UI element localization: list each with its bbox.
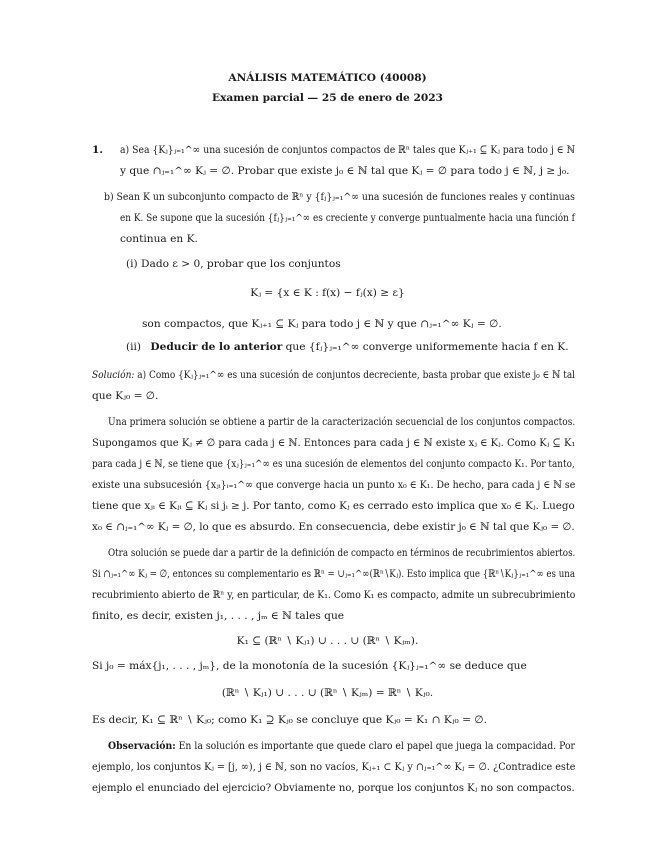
part-a-line-1: a) Sea {Kⱼ}ⱼ₌₁^∞ una sucesión de conjuntos compactos de ℝⁿ tales que Kⱼ₊₁ ⊆ Kⱼ para todo j ∈ ℕ <box>120 144 576 156</box>
formula-cover: K₁ ⊆ (ℝⁿ ∖ Kⱼ₁) ∪ . . . ∪ (ℝⁿ ∖ Kⱼₘ). <box>236 635 419 647</box>
para2-line-2: Si ∩ⱼ₌₁^∞ Kⱼ = ∅, entonces su complementario es ℝⁿ = ∪ⱼ₌₁^∞(ℝⁿ∖Kⱼ). Esto implica que {ℝⁿ∖Kⱼ}ⱼ₌₁^∞ es una <box>92 568 576 580</box>
para2-line-3: recubrimiento abierto de ℝⁿ y, en particular, de K₁. Como K₁ es compacto, admite un subrecubrimiento <box>92 589 576 601</box>
para4: Es decir, K₁ ⊆ ℝⁿ ∖ Kⱼ₀; como K₁ ⊇ Kⱼ₀ se concluye que Kⱼ₀ = K₁ ∩ Kⱼ₀ = ∅. <box>92 714 488 726</box>
part-b-ii-label: (ii) <box>126 341 142 353</box>
para1-line-2: Supongamos que Kⱼ ≠ ∅ para cada j ∈ ℕ. Entonces para cada j ∈ ℕ existe xⱼ ∈ Kⱼ. Como Kⱼ ⊆ K₁ <box>92 437 576 449</box>
observation-line-1 <box>108 740 575 753</box>
para1-line-1: Una primera solución se obtiene a partir de la caracterización secuencial de los conjuntos compactos. <box>108 416 576 428</box>
exam-subtitle: Examen parcial — 25 de enero de 2023 <box>212 92 443 104</box>
solution-label: Solución: <box>92 369 135 381</box>
observation-text: En la solución es importante que quede claro el papel que juega la compacidad. Por <box>175 740 575 752</box>
formula-union: (ℝⁿ ∖ Kⱼ₁) ∪ . . . ∪ (ℝⁿ ∖ Kⱼₘ) = ℝⁿ ∖ Kⱼ₀. <box>221 687 434 699</box>
part-b-i-end: son compactos, que Kⱼ₊₁ ⊆ Kⱼ para todo j ∈ ℕ y que ∩ⱼ₌₁^∞ Kⱼ = ∅. <box>142 318 502 330</box>
part-b-i: (i) Dado ε > 0, probar que los conjuntos <box>126 258 341 270</box>
part-b-ii-rest: que {fⱼ}ⱼ₌₁^∞ converge uniformemente hacia f en K. <box>282 341 569 353</box>
observation-label: Observación: <box>108 740 176 752</box>
part-b-line-2: en K. Se supone que la sucesión {fⱼ}ⱼ₌₁^∞ es creciente y converge puntualmente hacia una función f <box>120 212 575 224</box>
part-a-line-2: y que ∩ⱼ₌₁^∞ Kⱼ = ∅. Probar que existe j₀ ∈ ℕ tal que Kⱼ = ∅ para todo j ∈ ℕ, j ≥ j₀. <box>120 165 570 177</box>
solution-intro-text: a) Como {Kⱼ}ⱼ₌₁^∞ es una sucesión de conjuntos decreciente, basta probar que existe j₀ ∈ ℕ tal <box>134 369 576 381</box>
para2-line-4: finito, es decir, existen j₁, . . . , jₘ ∈ ℕ tales que <box>92 610 345 622</box>
solution-intro-line-1 <box>92 369 575 382</box>
para1-line-4: existe una subsucesión {xⱼᵢ}ᵢ₌₁^∞ que converge hacia un punto x₀ ∈ K₁. De hecho, para cada j ∈ ℕ se <box>92 479 576 491</box>
part-b-line-1: b) Sean K un subconjunto compacto de ℝⁿ y {fⱼ}ⱼ₌₁^∞ una sucesión de funciones reales y continuas <box>104 191 575 203</box>
part-b-ii <box>126 341 569 354</box>
solution-intro-line-2: que Kⱼ₀ = ∅. <box>92 390 159 402</box>
para1-line-5: tiene que xⱼᵢ ∈ Kⱼᵢ ⊆ Kⱼ si jᵢ ≥ j. Por tanto, como Kⱼ es cerrado esto implica que x₀ ∈ Kⱼ. Luego <box>92 500 575 512</box>
para1-line-6: x₀ ∈ ∩ⱼ₌₁^∞ Kⱼ = ∅, lo que es absurdo. En consecuencia, debe existir j₀ ∈ ℕ tal que Kⱼ₀ = ∅. <box>92 521 575 533</box>
observation-line-2: ejemplo, los conjuntos Kⱼ = [j, ∞), j ∈ ℕ, son no vacíos, Kⱼ₊₁ ⊂ Kⱼ y ∩ⱼ₌₁^∞ Kⱼ = ∅. ¿Contradice este <box>92 761 576 773</box>
observation-line-3: ejemplo el enunciado del ejercicio? Obviamente no, porque los conjuntos Kⱼ no son compactos. <box>92 782 575 794</box>
exam-title: ANÁLISIS MATEMÁTICO (40008) <box>228 72 427 84</box>
para3: Si j₀ = máx{j₁, . . . , jₘ}, de la monotonía de la sucesión {Kⱼ}ⱼ₌₁^∞ se deduce que <box>92 660 527 672</box>
part-b-line-3: continua en K. <box>120 233 198 245</box>
part-b-ii-bold: Deducir de lo anterior <box>150 341 283 353</box>
formula-kj: Kⱼ = {x ∈ K : f(x) − fⱼ(x) ≥ ε} <box>250 287 405 299</box>
para2-line-1: Otra solución se puede dar a partir de la definición de compacto en términos de recubrimientos abiertos. <box>108 547 576 559</box>
para1-line-3: para cada j ∈ ℕ, se tiene que {xⱼ}ⱼ₌₁^∞ es una sucesión de elementos del conjunto compacto K₁. Por tanto, <box>92 458 575 470</box>
problem-number: 1. <box>92 144 104 156</box>
